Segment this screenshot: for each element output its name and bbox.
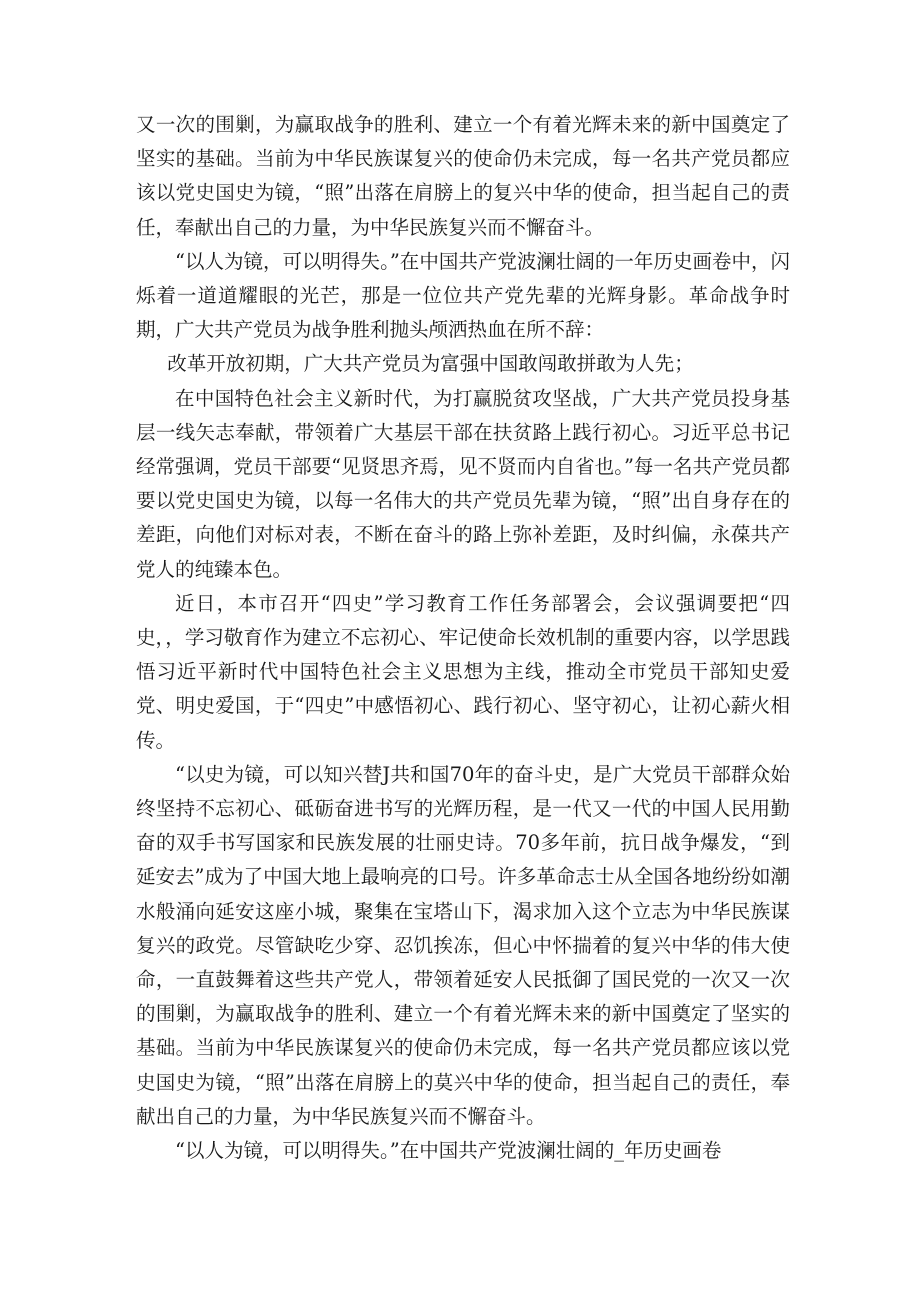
paragraph: 改革开放初期，广大共产党员为富强中国敢闯敢拼敢为人先； [167, 352, 694, 376]
paragraph: “以史为镜，可以知兴替J共和国70年的奋斗史，是广大党员干部群众始终坚持不忘初心、砥砺奋进书写的光辉历程，是一代又一代的中国人民用勤奋的双手书写国家和民族发展的壮丽史诗。70多年前，抗日战争爆发，“到延安去”成为了中国大地上最响亮的口号。许多革命志士从全国各地纷纷如潮水般涌向延安这座小城，聚集在宝塔山下，渴求加入这个立志为中华民族谋复兴的政党。尽管缺吃少穿、忍饥挨冻，但心中怀揣着的复兴中华的伟大使命，一直鼓舞着这些共产党人，带领着延安人民抵御了国民党的一次又一次的围剿，为赢取战争的胜利、建立一个有着光辉未来的新中国奠定了坚实的基础。当前为中华民族谋复兴的使命仍未完成，每一名共产党员都应该以党史国史为镜，“照”出落在肩膀上的莫兴中华的使命，担当起自己的责任，奉献出自己的力量，为中华民族复兴而不懈奋斗。 [136, 762, 790, 1128]
paragraph: 近日，本市召开“四史”学习教育工作任务部署会，会议强调要把“四史，，学习敬育作为建立不忘初心、牢记使命长效机制的重要内容，以学思践悟习近平新时代中国特色社会主义思想为主线，推动全市党员干部知史爱党、明史爱国，于“四史”中感悟初心、践行初心、坚守初心，让初心薪火相传。 [136, 591, 790, 752]
paragraph: “以人为镜，可以明得失。”在中国共产党波澜壮阔的一年历史画卷中，闪烁着一道道耀眼的光芒，那是一位位共产党先辈的光辉身影。革命战争时期，广大共产党员为战争胜利抛头颅洒热血在所不辞： [136, 249, 790, 342]
paragraph: 在中国特色社会主义新时代，为打赢脱贫攻坚战，广大共产党员投身基层一线矢志奉献，带领着广大基层干部在扶贫路上践行初心。习近平总书记经常强调，党员干部要“见贤思齐焉，见不贤而内自省也。”每一名共产党员都要以党史国史为镜，以每一名伟大的共产党员先辈为镜，“照”出自身存在的差距，向他们对标对表，不断在奋斗的路上弥补差距，及时纠偏，永葆共产党人的纯臻本色。 [136, 386, 790, 581]
paragraph: “以人为镜，可以明得失。”在中国共产党波澜壮阔的_年历史画卷 [175, 1139, 722, 1163]
document-body [136, 108, 790, 1168]
paragraph: 又一次的围剿，为赢取战争的胜利、建立一个有着光辉未来的新中国奠定了坚实的基础。当前为中华民族谋复兴的使命仍未完成，每一名共产党员都应该以党史国史为镜，“照”出落在肩膀上的复兴中华的使命，担当起自己的责任，奉献出自己的力量，为中华民族复兴而不懈奋斗。 [136, 113, 790, 239]
